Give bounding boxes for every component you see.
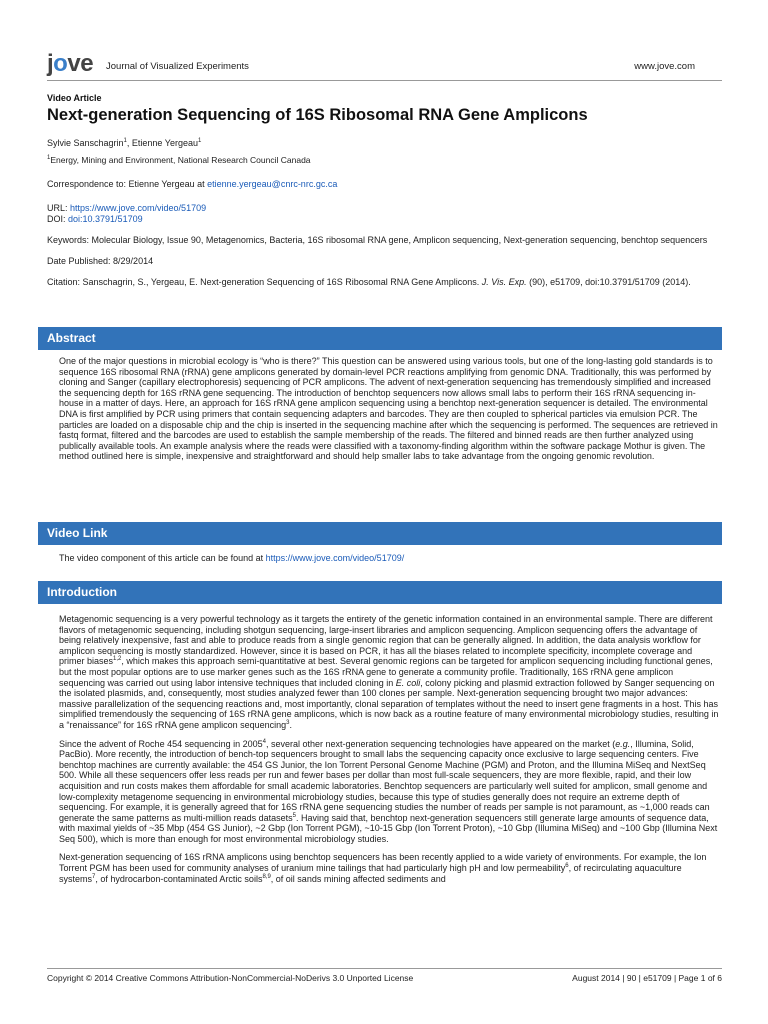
article-meta — [47, 93, 722, 288]
footer-divider — [47, 968, 722, 969]
header-divider — [47, 80, 722, 81]
correspondence: Correspondence to: Etienne Yergeau at etienne.yergeau@cnrc-nrc.gc.ca — [47, 179, 338, 189]
site-url-link[interactable]: www.jove.com — [634, 61, 695, 72]
citation-ref[interactable]: 6 — [565, 863, 569, 870]
correspondence-email-link[interactable]: etienne.yergeau@cnrc-nrc.gc.ca — [207, 179, 338, 189]
license-text: Copyright © 2014 Creative Commons Attribution-NonCommercial-NoDerivs 3.0 Unported License — [47, 973, 414, 983]
article-doi: DOI: doi:10.3791/51709 — [47, 214, 143, 224]
date-published: Date Published: 8/29/2014 — [47, 256, 154, 266]
video-link-body: The video component of this article can be found at https://www.jove.com/video/51709/ — [59, 553, 405, 563]
abstract-body — [59, 356, 719, 470]
doi-link[interactable]: doi:10.3791/51709 — [68, 214, 143, 224]
citation: Citation: Sanschagrin, S., Yergeau, E. Next-generation Sequencing of 16S Ribosomal RNA Gene Amplicons. J. Vis. Exp. (90), e51709, doi:10.3791/51709 (2014). — [47, 277, 691, 287]
page-info: August 2014 | 90 | e51709 | Page 1 of 6 — [572, 973, 722, 983]
page-header — [47, 50, 695, 80]
intro-paragraph-1: Metagenomic sequencing is a very powerful technology as it targets the entirety of the genetic information contained in an environmental sample. There are different flavors of metagenomic sequencing, including shotgun sequencing, large-insert libraries and amplicon sequencing. Amplicon sequencing offers the advantage of being relatively inexpensive, fast and able to produce reads from a single genomic region that can be generally aligned. In addition, the data analysis workflow for amplicon sequencing is mostly standardized. However, since it is based on PCR, it has all the biases related to incomplete specificity, incomplete coverage and primer biases$^{1,2}$, which makes this approach semi-quantitative at best. Several genomic regions can be targeted for amplicon sequencing including functional genes, but the most popular options are to use marker genes such as the 16S rRNA gene to generate a community profile. Traditionally, 16S rRNA gene amplicon sequencing was carried out using labor intensive techniques that included cloning in E. coli, colony picking and plasmid extraction followed by Sanger sequencing on the isolated plasmids, and, consequently, most studies analyzed fewer than 100 clones per sample. Next-generation sequencing brought two major advances: massive parallelization of the sequencing reactions and, most importantly, clonal separation of templates without the need to insert gene fragments in a host. This has simplified tremendously the sequencing of 16S rRNA gene amplicons, which is now back as a routine feature of many environmental microbiology studies, resulting in a “renaissance” for 16S rRNA gene amplicon sequencing$^3$. — [59, 614, 719, 730]
affiliation: $^1$Energy, Mining and Environment, National Research Council Canada — [47, 155, 311, 165]
citation-ref[interactable]: 8,9 — [262, 873, 271, 880]
citation-ref[interactable]: 7 — [92, 873, 96, 880]
section-header-introduction: Introduction — [38, 581, 722, 604]
article-url-link[interactable]: https://www.jove.com/video/51709 — [70, 203, 207, 213]
abstract-paragraph: One of the major questions in microbial ecology is “who is there?” This question can be answered using various tools, but one of the long-lasting gold standards is to sequence 16S ribosomal RNA (rRNA) gene amplicons generated by domain-level PCR reactions amplifying from genomic DNA. Traditionally, this was performed by cloning and Sanger (capillary electrophoresis) sequencing of PCR amplicons. The advent of next-generation sequencing has tremendously simplified and increased the sequencing depth for 16S rRNA gene sequencing. The introduction of benchtop sequencers now allows small labs to perform their 16S rRNA sequencing in-house in a matter of days. Here, an approach for 16S rRNA gene amplicon sequencing using a benchtop next-generation sequencer is detailed. The environmental DNA is first amplified by PCR using primers that contain sequencing adapters and barcodes. They are then coupled to spherical particles via emulsion PCR. The particles are loaded on a disposable chip and the chip is inserted in the sequencing machine after which the sequencing is performed. The sequences are retrieved in fastq format, filtered and the barcodes are used to establish the sample membership of the reads. The filtered and binned reads are then further analyzed using publically available tools. An example analysis where the reads were classified with a taxonomy-finding algorithm within the software package Mothur is given. The method outlined here is simple, inexpensive and straightforward and should help smaller labs to take advantage from the ongoing genomic revolution. — [59, 356, 718, 462]
introduction-body — [59, 614, 719, 892]
jove-logo[interactable]: jove — [47, 50, 94, 77]
article-url: URL: https://www.jove.com/video/51709 — [47, 203, 207, 213]
intro-paragraph-3: Next-generation sequencing of 16S rRNA amplicons using benchtop sequencers has been recently applied to a wide variety of environments. For example, the Ion Torrent PGM has been used for community analyses of uranium mine tailings that had particularly high pH and low permeability$^6$, of recirculating aquaculture systems$^7$, of hydrocarbon-contaminated Arctic soils$^{8,9}$, of oil sands mining affected sediments and — [59, 852, 707, 884]
journal-name: Journal of Visualized Experiments — [106, 61, 249, 72]
video-link-url[interactable]: https://www.jove.com/video/51709/ — [265, 553, 405, 563]
citation-ref[interactable]: 4 — [262, 738, 266, 745]
author-list: Sylvie Sanschagrin$^1$, Etienne Yergeau$^1$ — [47, 138, 202, 148]
article-title: Next-generation Sequencing of 16S Ribosomal RNA Gene Amplicons — [47, 106, 588, 124]
section-header-abstract: Abstract — [38, 327, 722, 350]
author-name: Etienne Yergeau — [131, 138, 198, 148]
citation-ref[interactable]: 5 — [292, 812, 296, 819]
section-header-video-link: Video Link — [38, 522, 722, 545]
intro-paragraph-2: Since the advent of Roche 454 sequencing in 2005$^4$, several other next-generation sequencing technologies have appeared on the market (e.g., Illumina, Solid, PacBio). More recently, the introduction of bench-top sequencers brought to small labs the sequencing capacity once exclusive to large sequencing centers. Five benchtop machines are currently available: the 454 GS Junior, the Ion Torrent Personal Genome Machine (PGM) and Proton, and the Illumina MiSeq and NextSeq 500. While all these sequencers offer less reads per run and fewer bases per dollar than most full-scale sequencers, they are more flexible, rapid, and their low acquisition and run costs makes them affordable for small academic laboratories. Benchtop sequencers are particularly well suited for amplicon, small genome and low-complexity metagenome sequencing in environmental microbiology studies, because this type of studies generally does not require an extreme depth of sequencing. For example, it is generally agreed that for 16S rRNA gene sequencing studies the number of reads per sample is not paramount, as ~1,000 reads can generate the same patterns as multi-million reads datasets$^5$. Having said that, benchtop next-generation sequencers still generate large amounts of sequence data, with maximal yields of ~35 Mbp (454 GS Junior), ~2 Gbp (Ion Torrent PGM), ~10-15 Gbp (Ion Torrent Proton), ~10 Gbp (Illumina MiSeq) and ~100 Gbp (Illumina Next Seq 500), which is more than enough for most environmental microbiology studies. — [59, 738, 718, 844]
author-name: Sylvie Sanschagrin — [47, 138, 124, 148]
citation-ref[interactable]: 3 — [286, 719, 290, 726]
article-type: Video Article — [47, 93, 102, 103]
citation-ref[interactable]: 1,2 — [113, 656, 122, 663]
keywords: Keywords: Molecular Biology, Issue 90, Metagenomics, Bacteria, 16S ribosomal RNA gene, Amplicon sequencing, Next-generation sequencing, benchtop sequencers — [47, 235, 708, 245]
